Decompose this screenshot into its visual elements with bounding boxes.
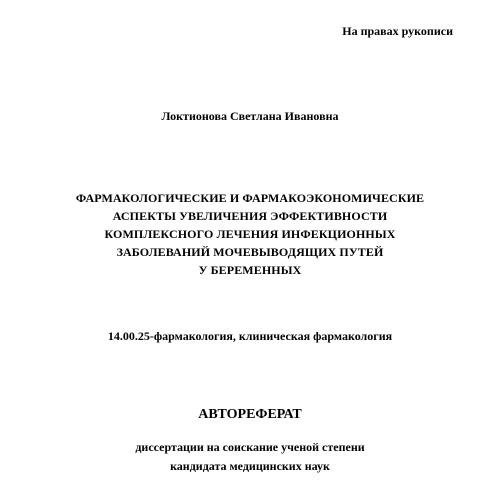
title-line: У БЕРЕМЕННЫХ bbox=[198, 263, 302, 277]
title-line: ЗАБОЛЕВАНИЙ МОЧЕВЫВОДЯЩИХ ПУТЕЙ bbox=[116, 245, 384, 259]
degree-subtitle bbox=[0, 438, 500, 476]
specialty-code: 14.00.25-фармакология, клиническая фармакология bbox=[107, 329, 393, 343]
subtitle-line: диссертации на соискание ученой степени bbox=[135, 440, 365, 454]
copyright-note: На правах рукописи bbox=[342, 24, 453, 38]
title-line: АСПЕКТЫ УВЕЛИЧЕНИЯ ЭФФЕКТИВНОСТИ bbox=[112, 209, 388, 223]
author-name: Локтионова Светлана Ивановна bbox=[161, 109, 339, 123]
title-line: КОМПЛЕКСНОГО ЛЕЧЕНИЯ ИНФЕКЦИОННЫХ bbox=[104, 227, 396, 241]
title-line: ФАРМАКОЛОГИЧЕСКИЕ И ФАРМАКОЭКОНОМИЧЕСКИЕ bbox=[75, 191, 425, 205]
dissertation-title bbox=[0, 189, 500, 279]
document-type: АВТОРЕФЕРАТ bbox=[198, 407, 302, 422]
subtitle-line: кандидата медицинских наук bbox=[170, 459, 330, 473]
